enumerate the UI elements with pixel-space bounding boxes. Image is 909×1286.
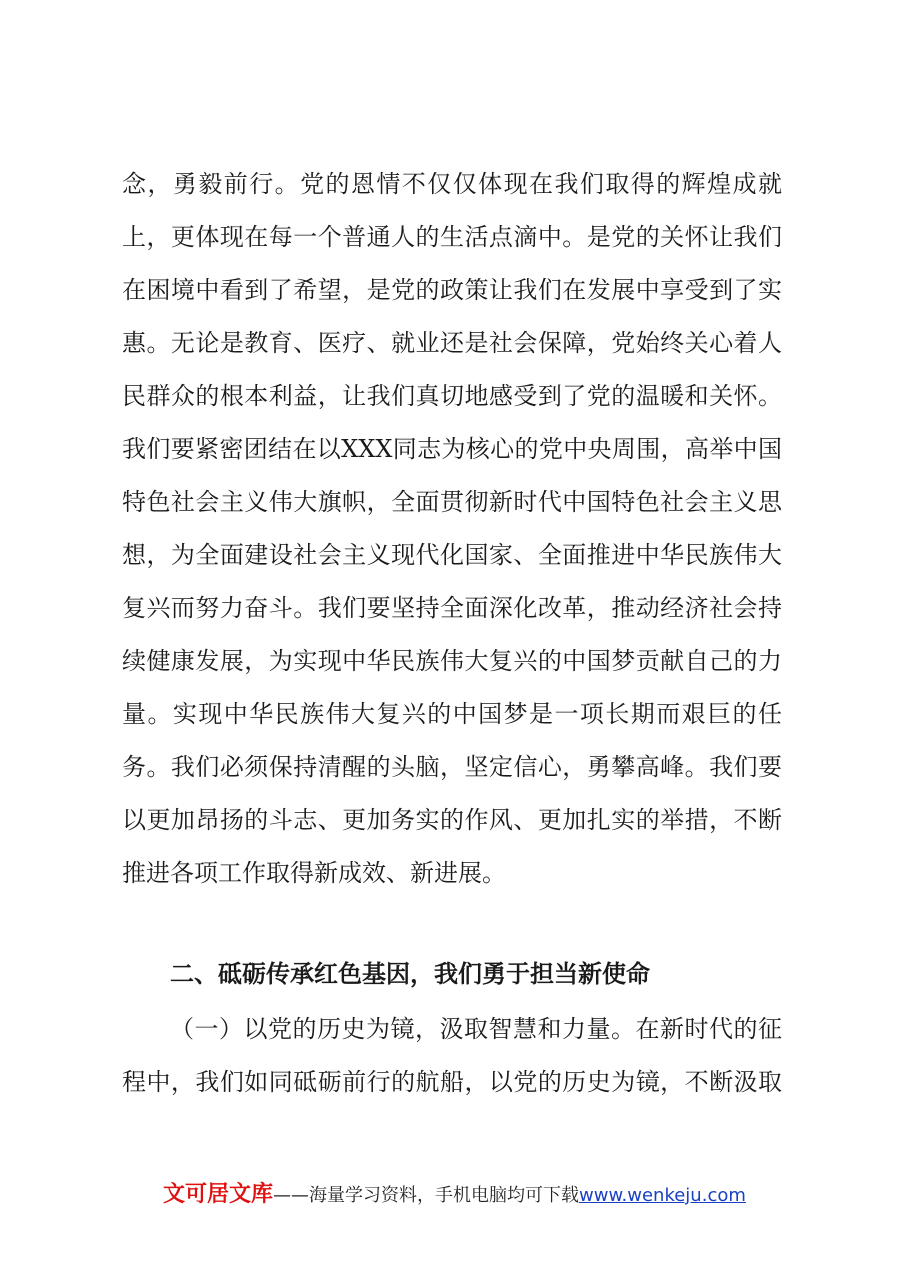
footer-brand: 文可居文库 [163, 1182, 274, 1207]
paragraph-line: 复兴而努力奋斗。我们要坚持全面深化改革，推动经济社会持 [122, 594, 782, 622]
footer-url-link[interactable]: www.wenkeju.com [579, 1185, 746, 1206]
footer-dash: —— [273, 1185, 310, 1206]
paragraph-line: 上，更体现在每一个普通人的生活点滴中。是党的关怀让我们 [122, 223, 782, 251]
page-footer [163, 1180, 746, 1211]
paragraph-line: 量。实现中华民族伟大复兴的中国梦是一项长期而艰巨的任 [122, 700, 782, 728]
paragraph-line: 想，为全面建设社会主义现代化国家、全面推进中华民族伟大 [122, 541, 782, 569]
subsection-line: （一）以党的历史为镜，汲取智慧和力量。在新时代的征 [170, 1015, 782, 1043]
footer-description: 海量学习资料，手机电脑均可下载 [309, 1185, 580, 1206]
paragraph-line: 特色社会主义伟大旗帜，全面贯彻新时代中国特色社会主义思 [122, 488, 782, 516]
paragraph-line: 在困境中看到了希望，是党的政策让我们在发展中享受到了实 [122, 276, 782, 304]
paragraph-line: 务。我们必须保持清醒的头脑，坚定信心，勇攀高峰。我们要 [122, 753, 782, 781]
paragraph-line: 以更加昂扬的斗志、更加务实的作风、更加扎实的举措，不断 [122, 806, 782, 834]
subsection-line: 程中，我们如同砥砺前行的航船，以党的历史为镜，不断汲取 [122, 1068, 782, 1096]
body-paragraph [122, 158, 782, 900]
paragraph-line: 念，勇毅前行。党的恩情不仅仅体现在我们取得的辉煌成就 [122, 170, 782, 198]
paragraph-line: 惠。无论是教育、医疗、就业还是社会保障，党始终关心着人 [122, 329, 782, 357]
paragraph-line: 我们要紧密团结在以XXX同志为核心的党中央周围，高举中国 [122, 435, 782, 463]
section-heading: 二、砥砺传承红色基因，我们勇于担当新使命 [170, 960, 650, 988]
paragraph-line: 民群众的根本利益，让我们真切地感受到了党的温暖和关怀。 [122, 382, 782, 410]
paragraph-line-last: 推进各项工作取得新成效、新进展。 [122, 859, 506, 887]
paragraph-line: 续健康发展，为实现中华民族伟大复兴的中国梦贡献自己的力 [122, 647, 782, 675]
subsection-paragraph [122, 1003, 782, 1109]
